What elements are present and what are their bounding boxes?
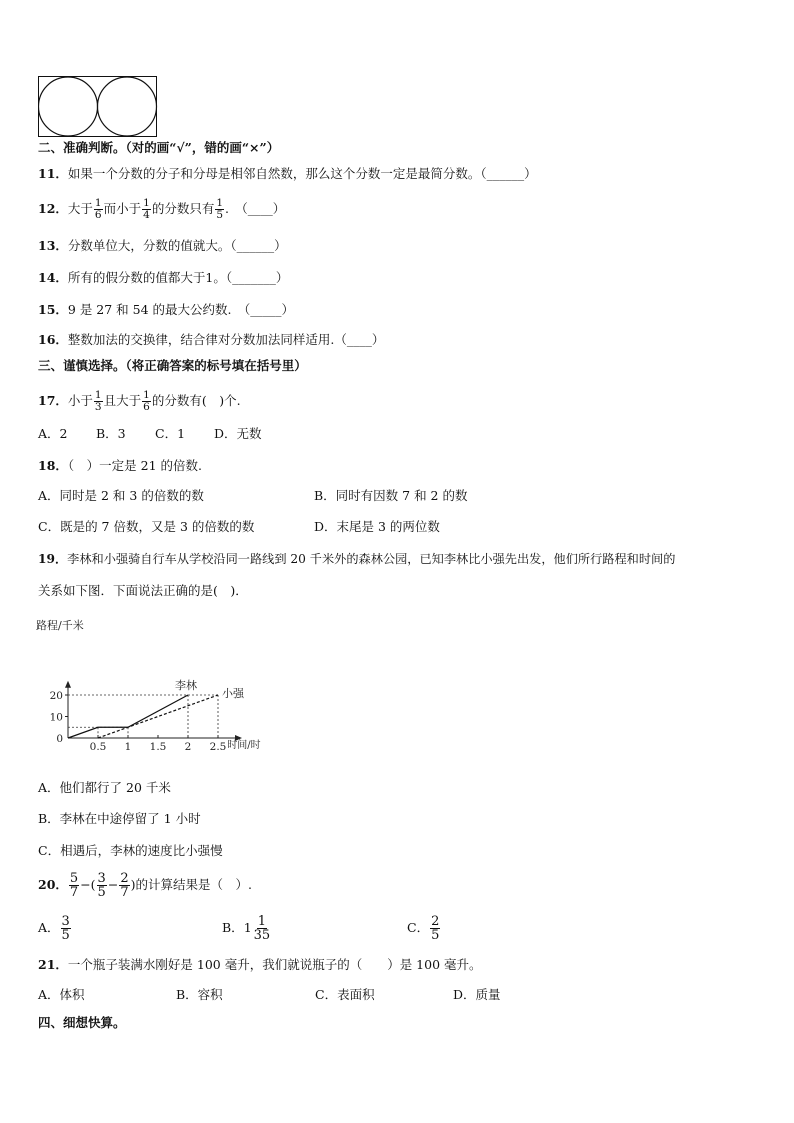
section-2-title: 二、准确判断。（对的画“√”，错的画“×”） — [38, 140, 280, 155]
x-tick-label: 1.5 — [149, 741, 167, 753]
question-number: 13． — [38, 238, 68, 253]
question-text: 一个瓶子装满水刚好是 100 毫升，我们就说瓶子的（ ）是 100 毫升。 — [67, 957, 482, 972]
option-b: B．同时有因数 7 和 2 的数 — [314, 488, 468, 503]
series-label-xiaoqiang: 小强 — [222, 687, 244, 700]
question-text: 整数加法的交换律，结合律对分数加法同样适用.（____） — [67, 332, 385, 347]
question-16 — [38, 332, 384, 348]
x-tick-label: 2 — [184, 741, 192, 753]
question-text: 分数单位大，分数的值就大。（______） — [67, 238, 287, 253]
question-text: 如果一个分数的分子和分母是相邻自然数，那么这个分数一定是最简分数。（______） — [67, 166, 537, 181]
circles-figure — [38, 76, 158, 138]
distance-time-chart — [34, 613, 284, 753]
question-11 — [38, 166, 537, 182]
fraction: $\frac{2}{5}$ — [431, 914, 440, 943]
question-13 — [38, 238, 287, 254]
section-3-title: 三、谨慎选择。（将正确答案的标号填在括号里） — [38, 358, 307, 373]
question-text: 的分数只有 — [151, 201, 215, 216]
fraction: $\frac{1}{35}$ — [253, 914, 271, 943]
question-21 — [38, 957, 482, 973]
question-text: 而小于 — [103, 201, 142, 216]
fraction: $\frac{1}{5}$ — [216, 197, 224, 221]
question-number: 11． — [38, 166, 68, 181]
question-number: 20． — [38, 877, 68, 892]
option-a: A．他们都行了 20 千米 — [38, 780, 171, 795]
fraction: $\frac{2}{7}$ — [120, 871, 129, 900]
question-15 — [38, 302, 294, 318]
question-text: 9 是 27 和 54 的最大公约数. （_____） — [67, 302, 295, 317]
option-d: D．末尾是 3 的两位数 — [314, 519, 440, 534]
option-b: B．容积 — [176, 987, 223, 1002]
fraction: $\frac{5}{7}$ — [69, 871, 79, 900]
question-number: 17． — [38, 393, 68, 408]
question-number: 15． — [38, 302, 68, 317]
x-tick-label: 2.5 — [209, 741, 227, 753]
x-tick-label: 1 — [124, 741, 132, 753]
question-text: 的计算结果是（ ）. — [135, 877, 252, 892]
y-tick-label: 0 — [56, 733, 63, 745]
question-text: 所有的假分数的值都大于1。（_______） — [67, 270, 289, 285]
fraction: $\frac{1}{6}$ — [143, 389, 150, 413]
y-axis-arrow — [65, 681, 71, 688]
question-text: 的分数有( )个. — [151, 393, 241, 408]
series-label-lilin: 李林 — [175, 679, 197, 692]
question-number: 21． — [38, 957, 68, 972]
question-17 — [38, 390, 241, 413]
option-c: C．既是的 7 倍数，又是 3 的倍数的数 — [38, 519, 255, 534]
series-line-xiaoqiang — [98, 695, 218, 738]
option-d: D．无数 — [214, 426, 262, 441]
fraction: $\frac{1}{6}$ — [94, 197, 102, 221]
x-tick-label: 0.5 — [89, 741, 107, 753]
fraction: $\frac{1}{3}$ — [94, 389, 102, 413]
option-c: C．相遇后，李林的速度比小强慢 — [38, 843, 223, 858]
question-text: （ ）一定是 21 的倍数. — [67, 458, 202, 473]
question-text: 小于 — [67, 393, 93, 408]
question-number: 16． — [38, 332, 68, 347]
option-a: A． $\frac{3}{5}$ — [38, 914, 70, 943]
option-c: C．表面积 — [315, 987, 375, 1002]
question-number: 12． — [38, 201, 68, 216]
question-text: 且大于 — [103, 393, 142, 408]
fraction: $\frac{1}{4}$ — [143, 197, 150, 221]
question-12 — [38, 198, 285, 221]
option-c: C． $\frac{2}{5}$ — [407, 914, 440, 943]
y-axis-label: 路程/千米 — [36, 619, 84, 632]
x-axis-label: 时间/时 — [227, 740, 261, 751]
option-d: D．质量 — [453, 987, 501, 1002]
y-tick-label: 10 — [49, 711, 63, 724]
section-4-title: 四、细想快算。 — [38, 1015, 126, 1030]
option-b: B．3 — [96, 426, 126, 441]
option-b: B．1 $\frac{1}{35}$ — [222, 914, 271, 943]
option-a: A．同时是 2 和 3 的倍数的数 — [38, 488, 204, 503]
question-14 — [38, 270, 288, 286]
option-c: C．1 — [155, 426, 186, 441]
question-number: 14． — [38, 270, 68, 285]
question-19-line2: 关系如下图．下面说法正确的是( )． — [38, 583, 248, 598]
question-20: 20． $\frac{5}{7}$ −( $\frac{3}{5}$ − $\frac{2}{7}$ )的计算结果是（ ）. — [38, 871, 252, 900]
option-a: A．体积 — [38, 987, 85, 1002]
fraction: $\frac{3}{5}$ — [61, 914, 70, 943]
question-number: 19． — [38, 552, 68, 566]
question-text: 李林和小强骑自行车从学校沿同一路线到 20 千米外的森林公园，已知李林比小强先出发，他们所行路程和时间的 — [67, 552, 676, 566]
question-text: 大于 — [67, 201, 93, 216]
question-number: 18． — [38, 458, 68, 473]
answer-blank: . （____） — [225, 201, 286, 216]
y-tick-label: 20 — [49, 690, 63, 702]
question-19-line1 — [38, 551, 675, 567]
fraction: $\frac{3}{5}$ — [97, 871, 106, 900]
option-a: A．2 — [38, 426, 68, 441]
option-b: B．李林在中途停留了 1 小时 — [38, 811, 201, 826]
question-18 — [38, 458, 202, 474]
